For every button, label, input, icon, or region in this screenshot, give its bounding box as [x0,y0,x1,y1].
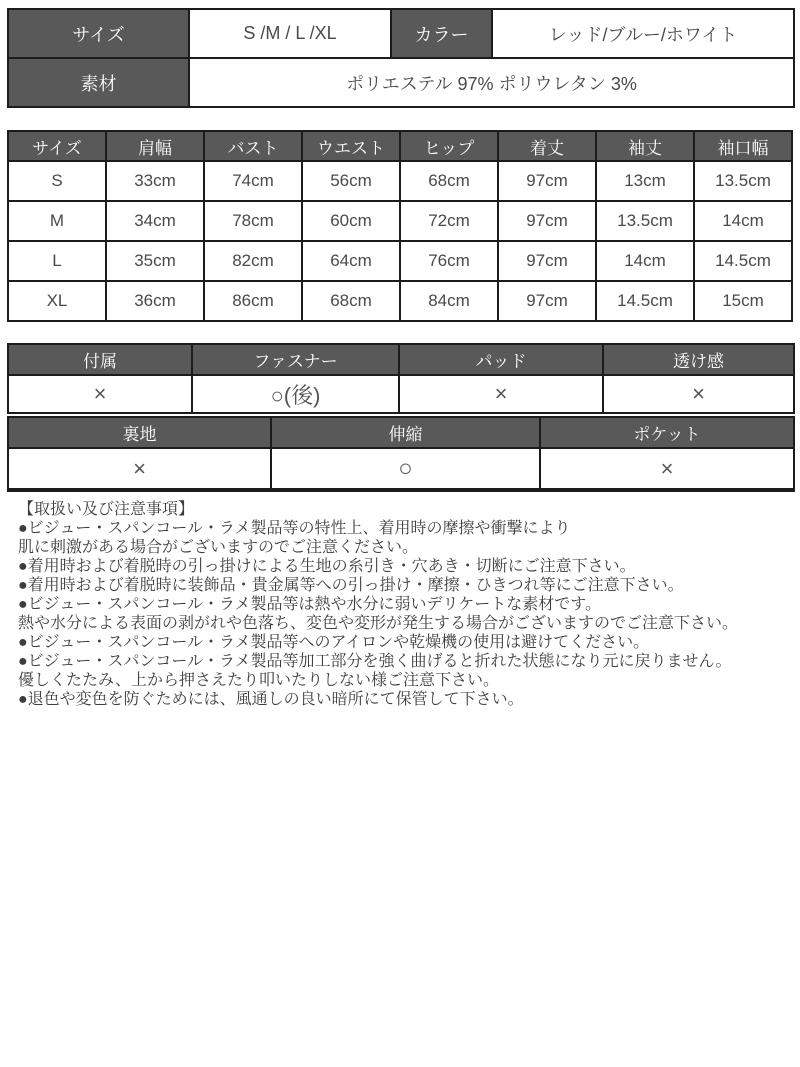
care-note-line: ●ビジュー・スパンコール・ラメ製品等の特性上、着用時の摩擦や衝撃により [18,520,571,537]
measurement-cell: 60cm [302,201,400,241]
measurement-cell: 14.5cm [596,281,694,321]
measurement-row-m [8,201,792,241]
measurement-cell: 97cm [498,241,596,281]
pads-value: × [399,375,603,413]
material-value-cell: ポリエステル 97% ポリウレタン 3% [189,58,794,107]
header-pads: パッド [399,344,603,375]
header-accessories: 付属 [8,344,192,375]
care-notes [18,500,796,709]
care-notes-title: 【取扱い及び注意事項】 [18,501,195,518]
header-size: サイズ [8,131,106,161]
measurement-cell: 78cm [204,201,302,241]
header-hip: ヒップ [400,131,498,161]
measurement-cell: S [8,161,106,201]
measurement-cell: 68cm [400,161,498,201]
sheerness-value: × [603,375,794,413]
care-note-line: 優しくたたみ、上から押さえたり叩いたりしない様ご注意下さい。 [18,672,499,689]
measurement-cell: XL [8,281,106,321]
measurement-cell: 56cm [302,161,400,201]
measurement-cell: 68cm [302,281,400,321]
measurement-table [7,130,793,322]
color-label-cell: カラー [391,9,492,58]
spec2-value-row [8,448,794,490]
measurement-cell: 82cm [204,241,302,281]
measurement-cell: 84cm [400,281,498,321]
measurement-row-s [8,161,792,201]
measurement-cell: 35cm [106,241,204,281]
measurement-row-xl [8,281,792,321]
header-stretch: 伸縮 [271,417,540,448]
measurement-cell: 76cm [400,241,498,281]
header-cuff-width: 袖口幅 [694,131,792,161]
measurement-cell: 97cm [498,201,596,241]
spec-table-1 [7,343,795,414]
measurement-cell: 86cm [204,281,302,321]
measurement-header-row [8,131,792,161]
info-row-material [8,58,794,107]
measurement-cell: 15cm [694,281,792,321]
care-note-line: ●ビジュー・スパンコール・ラメ製品等加工部分を強く曲げると折れた状態になり元に戻りません。 [18,653,732,670]
care-note-line: ●着用時および着脱時の引っ掛けによる生地の糸引き・穴あき・切断にご注意下さい。 [18,558,636,575]
pockets-value: × [540,448,794,490]
header-lining: 裏地 [8,417,271,448]
care-note-line: ●ビジュー・スパンコール・ラメ製品等へのアイロンや乾燥機の使用は避けてください。 [18,634,650,651]
header-zipper: ファスナー [192,344,399,375]
measurement-cell: 74cm [204,161,302,201]
measurement-cell: 14.5cm [694,241,792,281]
measurement-cell: 13.5cm [596,201,694,241]
info-row-size-color [8,9,794,58]
header-pockets: ポケット [540,417,794,448]
measurement-cell: 13cm [596,161,694,201]
lining-value: × [8,448,271,490]
header-bust: バスト [204,131,302,161]
measurement-cell: 36cm [106,281,204,321]
measurement-cell: 34cm [106,201,204,241]
zipper-value: ○(後) [192,375,399,413]
care-note-line: 熱や水分による表面の剥がれや色落ち、変色や変形が発生する場合がございますのでご注意下さい。 [18,615,739,632]
spec1-header-row [8,344,794,375]
header-sleeve-length: 袖丈 [596,131,694,161]
care-note-line: ●着用時および着脱時に装飾品・貴金属等への引っ掛け・摩擦・ひきつれ等にご注意下さい。 [18,577,684,594]
header-sheerness: 透け感 [603,344,794,375]
care-note-line: ●ビジュー・スパンコール・ラメ製品等は熱や水分に弱いデリケートな素材です。 [18,596,601,613]
measurement-cell: 72cm [400,201,498,241]
header-waist: ウエスト [302,131,400,161]
accessories-value: × [8,375,192,413]
spec-table-2 [7,416,795,492]
info-table [7,8,795,108]
header-shoulder-width: 肩幅 [106,131,204,161]
color-value-cell: レッド/ブルー/ホワイト [492,9,794,58]
measurement-cell: M [8,201,106,241]
stretch-value: ○ [271,448,540,490]
measurement-row-l [8,241,792,281]
header-length: 着丈 [498,131,596,161]
measurement-cell: 33cm [106,161,204,201]
size-label-cell: サイズ [8,9,189,58]
measurement-cell: L [8,241,106,281]
measurement-cell: 14cm [596,241,694,281]
measurement-cell: 14cm [694,201,792,241]
measurement-cell: 97cm [498,161,596,201]
spec2-header-row [8,417,794,448]
size-value-cell: S /M / L /XL [189,9,391,58]
measurement-cell: 97cm [498,281,596,321]
measurement-cell: 64cm [302,241,400,281]
material-label-cell: 素材 [8,58,189,107]
care-note-line: 肌に刺激がある場合がございますのでご注意ください。 [18,539,419,556]
spec1-value-row [8,375,794,413]
care-note-line: ●退色や変色を防ぐためには、風通しの良い暗所にて保管して下さい。 [18,691,524,708]
measurement-cell: 13.5cm [694,161,792,201]
